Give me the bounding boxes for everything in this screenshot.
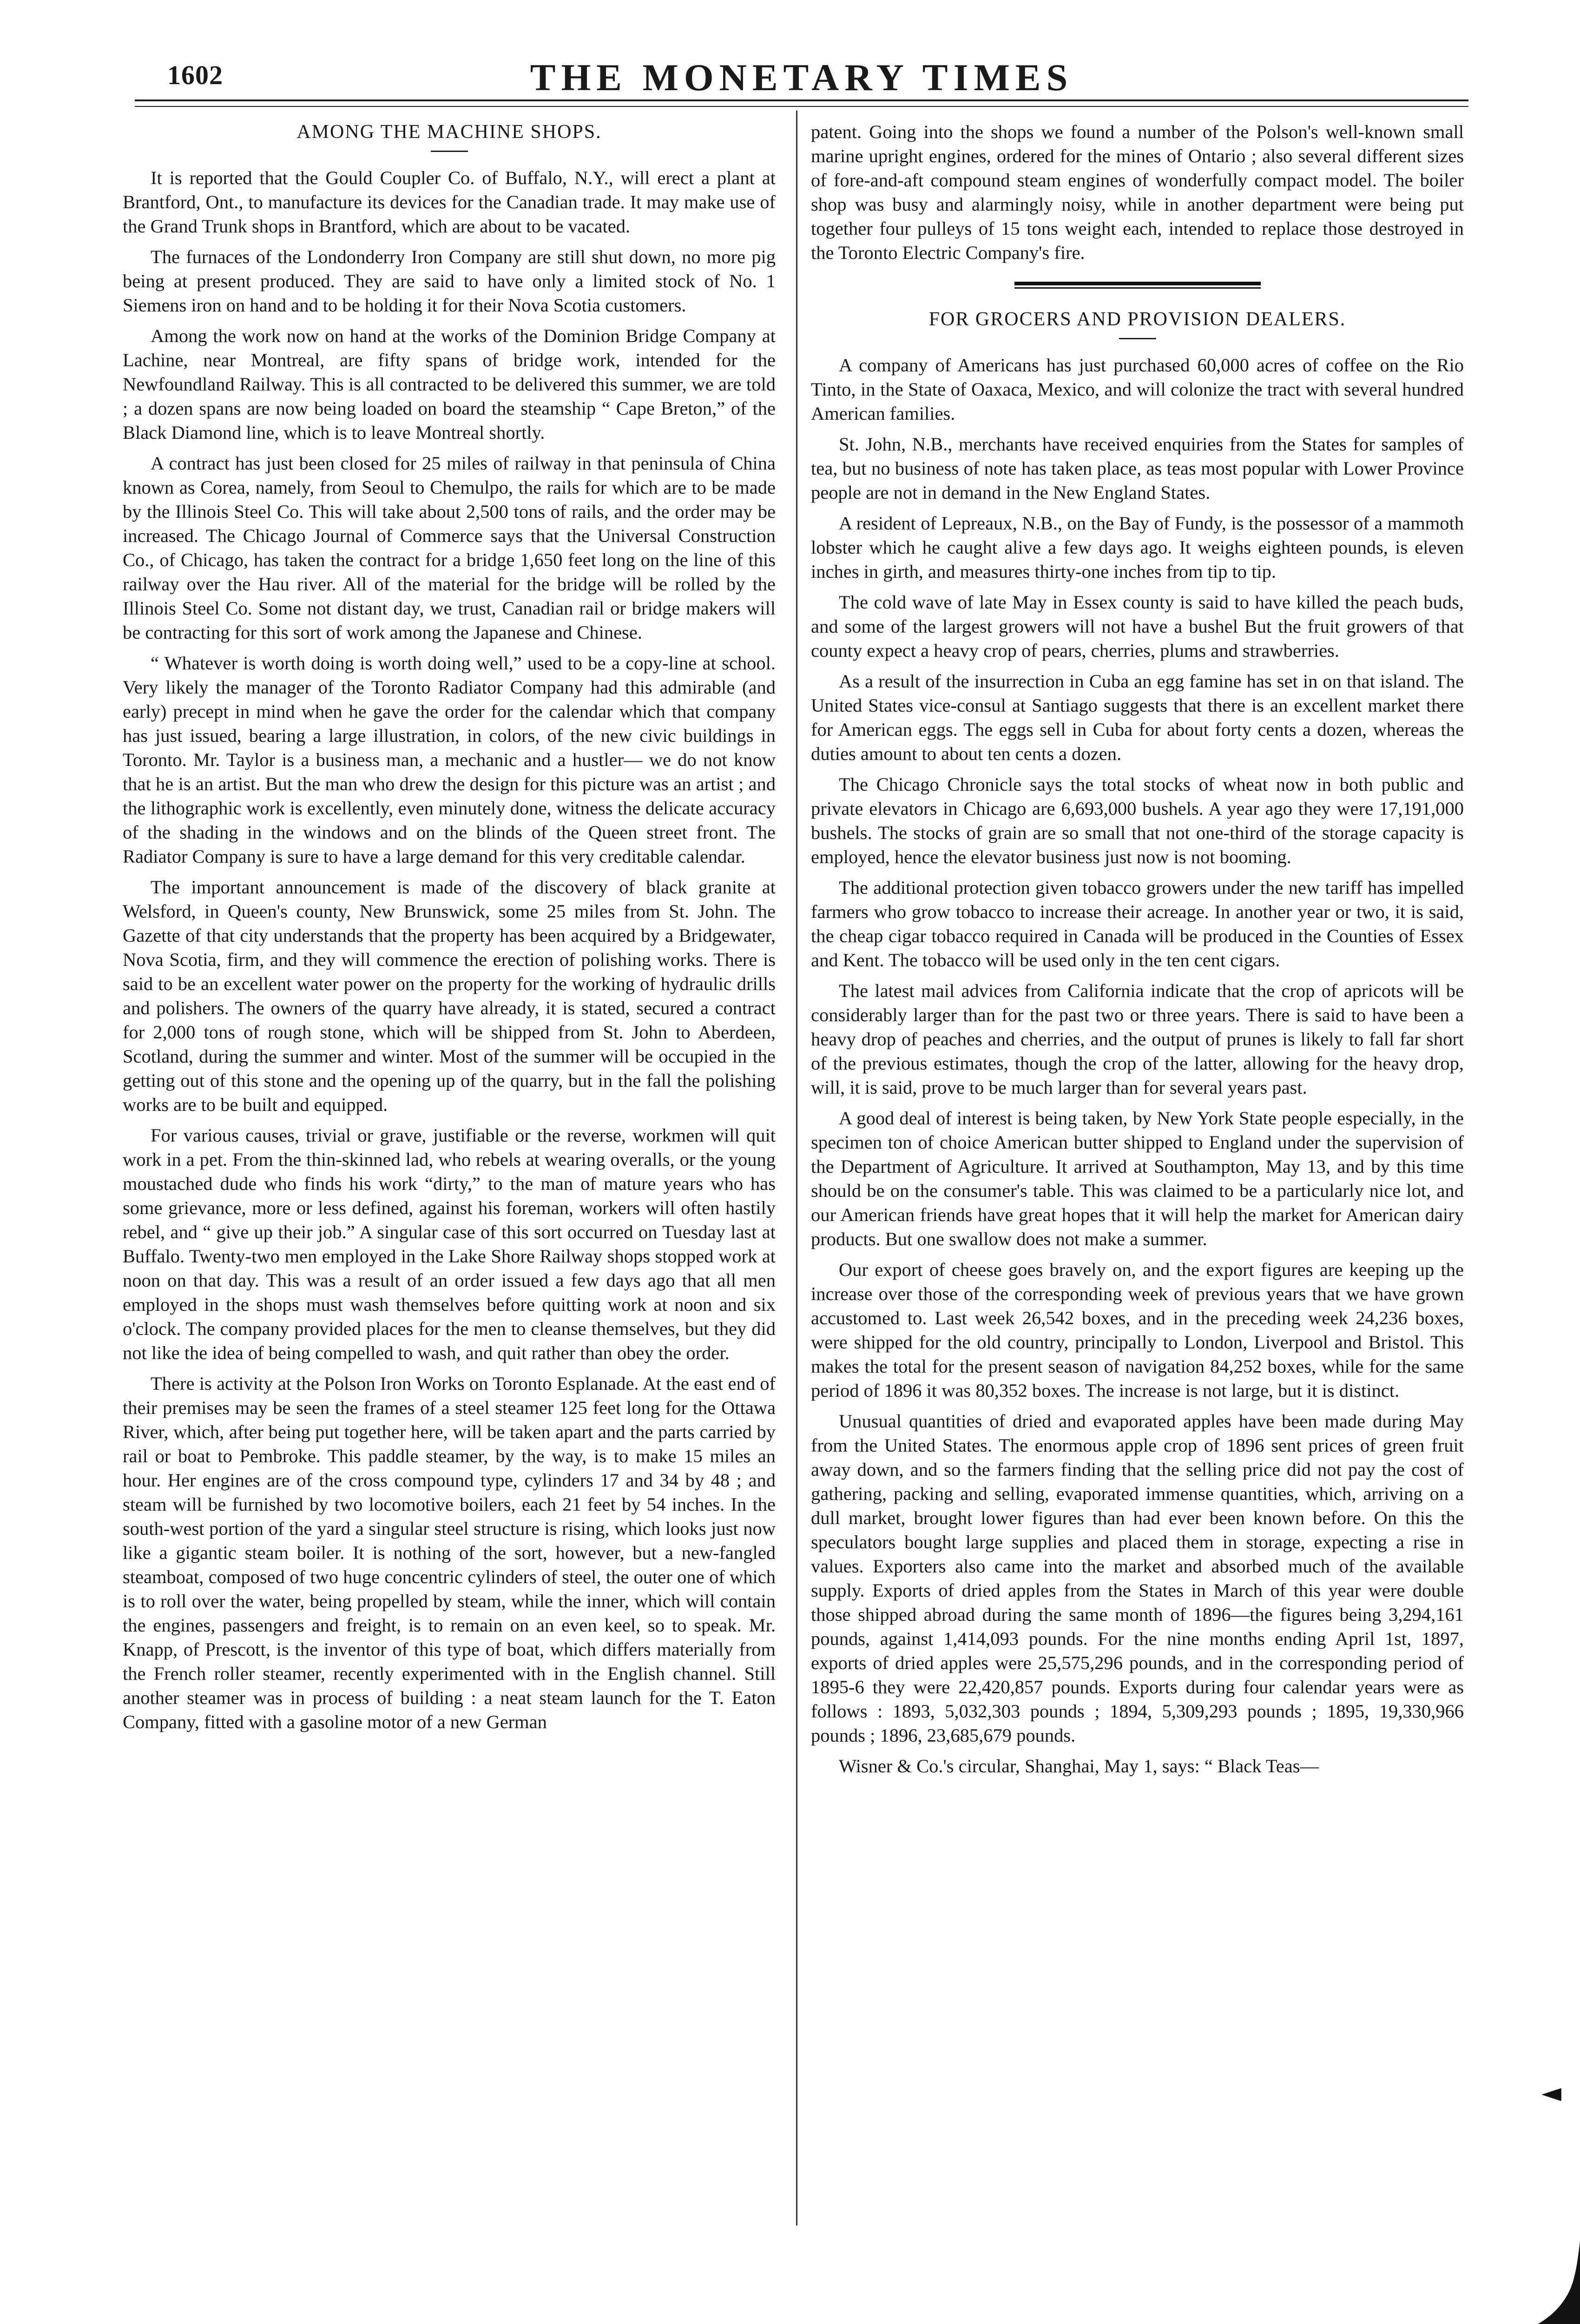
masthead [135, 55, 1468, 106]
section-separator [1014, 282, 1261, 285]
page-number: 1602 [167, 60, 223, 90]
article-paragraph: The latest mail advices from California indicate that the crop of apricots will be considerably larger than for the past two or three years. There is said to have been a heavy drop of peaches and cherries, and the output of prunes is likely to fall far short of the previous estimates, though the crop of the latter, allowing for the heavy drop, will, it is said, prove to be much larger than for several years past. [811, 980, 1464, 1098]
section-separator-thin [1014, 287, 1261, 289]
article-paragraph: A resident of Lepreaux, N.B., on the Bay of Fundy, is the possessor of a mammoth lobster which he caught alive a few days ago. It weighs eighteen pounds, is eleven inches in girth, and measures thirty-one inches from tip to tip. [811, 513, 1464, 582]
article-paragraph: The Chicago Chronicle says the total stocks of wheat now in both public and private elevators in Chicago are 6,693,000 bushels. A year ago they were 17,191,000 bushels. The stocks of grain are so small that not one-third of the storage capacity is employed, hence the elevator business just now is not booming. [811, 774, 1464, 867]
article-paragraph: St. John, N.B., merchants have received enquiries from the States for samples of tea, but no business of note has taken place, as teas most popular with Lower Province people are not in demand in the New England States. [811, 434, 1464, 503]
article-paragraph: The cold wave of late May in Essex county is said to have killed the peach buds, and some of the largest growers will not have a bushel But the fruit growers of that county expect a heavy crop of pears, cherries, plums and strawberries. [811, 592, 1464, 661]
publication-title: THE MONETARY TIMES [530, 56, 1073, 99]
article-paragraph: Wisner & Co.'s circular, Shanghai, May 1, says: “ Black Teas— [839, 1756, 1319, 1776]
heading-rule [431, 151, 468, 152]
article-paragraph: A good deal of interest is being taken, by New York State people especially, in the specimen ton of choice American butter shipped to England under the supervision of the Department of Agriculture. It arrived at Southampton, May 13, and by this time should be on the consumer's table. This was claimed to be a particularly nice lot, and our American friends have great hopes that it will help the market for American dairy products. But one swallow does not make a summer. [811, 1108, 1464, 1249]
article-paragraph: It is reported that the Gould Coupler Co. of Buffalo, N.Y., will erect a plant at Brantford, Ont., to manufacture its devices for the Canadian trade. It may make use of the Grand Trunk shops in Brantford, which are about to be vacated. [123, 167, 776, 237]
article-paragraph: Among the work now on hand at the works of the Dominion Bridge Company at Lachine, near Montreal, are fifty spans of bridge work, intended for the Newfoundland Railway. This is all contracted to be delivered this summer, we are told ; a dozen spans are now being loaded on board the steamship “ Cape Breton,” of the Black Diamond line, which is to leave Montreal shortly. [123, 325, 776, 443]
article-paragraph: As a result of the insurrection in Cuba an egg famine has set in on that island. The United States vice-consul at Santiago suggests that there is an excellent market there for American eggs. The eggs sell in Cuba for about forty cents a dozen, whereas the duties amount to about ten cents a dozen. [811, 671, 1464, 764]
right-column [811, 120, 1464, 1785]
article-paragraph: A company of Americans has just purchased 60,000 acres of coffee on the Rio Tinto, in the State of Oaxaca, Mexico, and will colonize the tract with several hundred American families. [811, 355, 1464, 424]
heading-rule [1119, 338, 1156, 339]
article-paragraph: The important announcement is made of the discovery of black granite at Welsford, in Queen's county, New Brunswick, some 25 miles from St. John. The Gazette of that city understands that the property has been acquired by a Bridgewater, Nova Scotia, firm, and they will commence the erection of polishing works. There is said to be an excellent water power on the property for the working of hydraulic drills and polishers. The owners of the quarry have already, it is stated, secured a contract for 2,000 tons of rough stone, which will be shipped from St. John to Aberdeen, Scotland, during the summer and winter. Most of the summer will be occupied in the getting out of this stone and the opening up of the quarry, but in the fall the polishing works are to be built and equipped. [123, 877, 776, 1115]
header-rule-thin [135, 106, 1468, 107]
continued-paragraph: patent. Going into the shops we found a number of the Polson's well-known small marine upright engines, ordered for the mines of Ontario ; also several different sizes of fore-and-aft compound steam engines of wonderfully compact model. The boiler shop was busy and alarmingly noisy, while in another department were being put together four pulleys of 15 tons weight each, intended to replace those destroyed in the Toronto Electric Company's fire. [811, 121, 1464, 263]
article-paragraph: The furnaces of the Londonderry Iron Company are still shut down, no more pig being at present produced. They are said to have only a limited stock of No. 1 Siemens iron on hand and to be holding it for their Nova Scotia customers. [123, 246, 776, 316]
article-paragraph: The additional protection given tobacco growers under the new tariff has impelled farmers who grow tobacco to increase their acreage. In another year or two, it is said, the cheap cigar tobacco required in Canada will be produced in the Counties of Essex and Kent. The tobacco will be used only in the ten cent cigars. [811, 877, 1464, 971]
section-heading-grocers: FOR GROCERS AND PROVISION DEALERS. [928, 309, 1346, 330]
article-paragraph: “ Whatever is worth doing is worth doing well,” used to be a copy-line at school. Very likely the manager of the Toronto Radiator Company had this admirable (and early) precept in mind when he gave the order for the calendar which that company has just issued, bearing a large illustration, in colors, of the new civic buildings in Toronto. Mr. Taylor is a business man, a mechanic and a hustler— we do not know that he is an artist. But the man who drew the design for this picture was an artist ; and the lithographic work is excellently, even minutely done, witness the delicate accuracy of the shading in the windows and on the blinds of the Queen street front. The Radiator Company is sure to have a large demand for this very creditable calendar. [123, 653, 776, 867]
section-heading-machine-shops: AMONG THE MACHINE SHOPS. [296, 121, 602, 143]
article-paragraph: A contract has just been closed for 25 miles of railway in that peninsula of China known as Corea, namely, from Seoul to Chemulpo, the rails for which are to be made by the Illinois Steel Co. This will take about 2,500 tons of rails, and the order may be increased. The Chicago Journal of Commerce says that the Universal Construction Co., of Chicago, has taken the contract for a bridge 1,650 feet long on the line of this railway over the Hau river. All of the material for the bridge will be rolled by the Illinois Steel Co. Some not distant day, we trust, Canadian rail or bridge makers will be contracting for this sort of work among the Japanese and Chinese. [123, 453, 776, 643]
article-paragraph: Unusual quantities of dried and evaporated apples have been made during May from the United States. The enormous apple crop of 1896 sent prices of green fruit away down, and so the farmers finding that the selling price did not pay the cost of gathering, packing and selling, evaporated immense quantities, which, arriving on a dull market, brought lower figures than had ever been known before. On this the speculators bought large supplies and placed them in storage, expecting a rise in values. Exporters also came into the market and absorbed much of the available supply. Exports of dried apples from the States in March of this year were double those shipped abroad during the same month of 1896—the figures being 3,294,161 pounds, against 1,414,093 pounds. For the nine months ending April 1st, 1897, exports of dried apples were 25,575,296 pounds, and in the corresponding period of 1895-6 they were 22,420,857 pounds. Exports during four calendar years were as follows : 1893, 5,032,303 pounds ; 1894, 5,309,293 pounds ; 1895, 19,330,966 pounds ; 1896, 23,685,679 pounds. [811, 1411, 1464, 1746]
article-paragraph: Our export of cheese goes bravely on, and the export figures are keeping up the increase over those of the corresponding week of previous years that we have grown accustomed to. Last week 26,542 boxes, and in the preceding week 24,236 boxes, were shipped for the old country, principally to London, Liverpool and Bristol. This makes the total for the present season of navigation 84,252 boxes, while for the same period of 1896 it was 80,352 boxes. The increase is not large, but it is distinct. [811, 1259, 1464, 1401]
column-divider [796, 111, 797, 2225]
article-paragraph: There is activity at the Polson Iron Works on Toronto Esplanade. At the east end of their premises may be seen the frames of a steel steamer 125 feet long for the Ottawa River, which, after being put together here, will be taken apart and the parts carried by rail or boat to Pembroke. This paddle steamer, by the way, is to make 15 miles an hour. Her engines are of the cross compound type, cylinders 17 and 34 by 48 ; and steam will be furnished by two locomotive boilers, each 21 feet by 54 inches. In the south-west portion of the yard a singular steel structure is rising, which looks just now like a gigantic steam boiler. It is nothing of the sort, however, but a new-fangled steamboat, composed of two huge concentric cylinders of steel, the outer one of which is to roll over the water, being propelled by steam, while the inner, which will contain the engines, passengers and freight, is to remain on an even keel, so to speak. Mr. Knapp, of Prescott, is the inventor of this type of boat, which differs materially from the French roller steamer, recently experimented with in the English channel. Still another steamer was in process of building : a neat steam launch for the T. Eaton Company, fitted with a gasoline motor of a new German [123, 1373, 776, 1732]
left-column [123, 120, 776, 1741]
margin-mark: ◄ [1541, 2078, 1561, 2108]
article-paragraph: For various causes, trivial or grave, justifiable or the reverse, workmen will quit work in a pet. From the thin-skinned lad, who rebels at wearing overalls, or the young moustached dude who finds his work “dirty,” to the man of mature years who has some grievance, more or less defined, against his foreman, workers will often hastily rebel, and “ give up their job.” A singular case of this sort occurred on Tuesday last at Buffalo. Twenty-two men employed in the Lake Shore Railway shops stopped work at noon on that day. This was a result of an order issued a few days ago that all men employed in the shops must wash themselves before quitting work at noon and six o'clock. The company provided places for the men to cleanse themselves, but they did not like the idea of being compelled to wash, and quit rather than obey the order. [123, 1125, 776, 1363]
header-rule [135, 99, 1468, 101]
corner-ink-blot [1501, 2241, 1580, 2324]
